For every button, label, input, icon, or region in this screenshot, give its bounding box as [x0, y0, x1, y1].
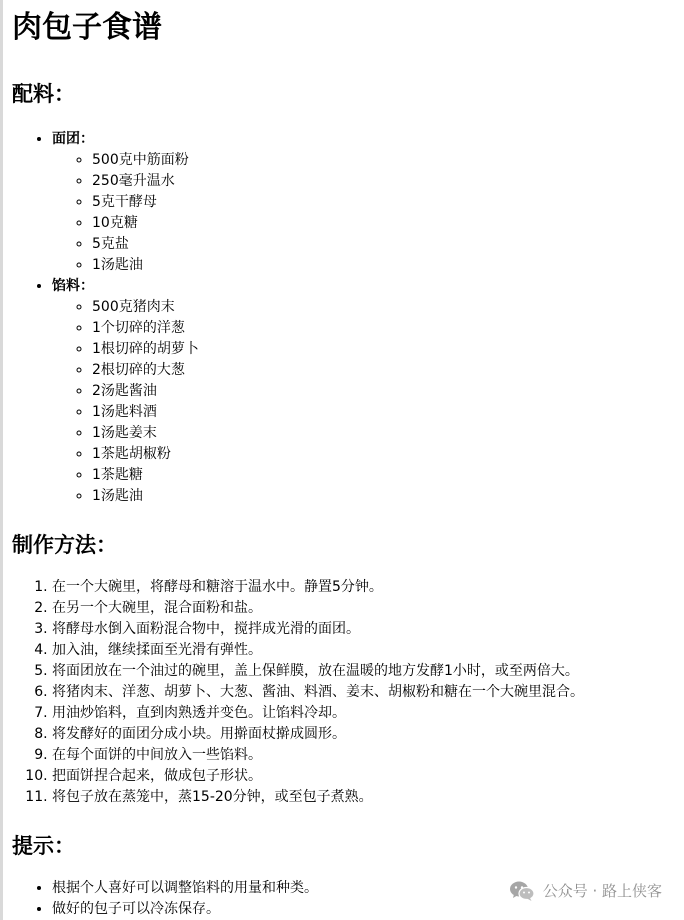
list-item: ◦ 1汤匙姜末	[92, 423, 672, 444]
list-item: ◦ 2根切碎的大葱	[92, 360, 672, 381]
tip-item: • 根据个人喜好可以调整馅料的用量和种类。	[52, 878, 672, 899]
watermark	[509, 880, 662, 902]
wechat-icon	[509, 880, 535, 902]
step-item: 4. 加入油，继续揉面至光滑有弹性。	[52, 640, 672, 661]
recipe-document	[12, 0, 672, 920]
list-item: ◦ 1汤匙油	[92, 486, 672, 507]
list-item: ◦ 500克中筋面粉	[92, 150, 672, 171]
step-item: 6. 将猪肉末、洋葱、胡萝卜、大葱、酱油、料酒、姜末、胡椒粉和糖在一个大碗里混合。	[52, 682, 672, 703]
list-item: ◦ 5克盐	[92, 234, 672, 255]
filling-group	[52, 276, 672, 507]
list-item: ◦ 1个切碎的洋葱	[92, 318, 672, 339]
step-item: 8. 将发酵好的面团分成小块。用擀面杖擀成圆形。	[52, 724, 672, 745]
method-steps	[12, 577, 672, 808]
list-item: ◦ 1根切碎的胡萝卜	[92, 339, 672, 360]
dough-group	[52, 129, 672, 276]
ingredients-list	[12, 129, 672, 507]
page-title: 肉包子食谱	[12, 10, 162, 45]
list-item: ◦ 1茶匙胡椒粉	[92, 444, 672, 465]
step-item: 7. 用油炒馅料，直到肉熟透并变色。让馅料冷却。	[52, 703, 672, 724]
watermark-text: 公众号 · 路上侠客	[542, 882, 662, 900]
step-item: 3. 将酵母水倒入面粉混合物中，搅拌成光滑的面团。	[52, 619, 672, 640]
step-item: 11. 将包子放在蒸笼中，蒸15-20分钟，或至包子煮熟。	[52, 787, 672, 808]
list-item: ◦ 1汤匙料酒	[92, 402, 672, 423]
list-item: ◦ 500克猪肉末	[92, 297, 672, 318]
list-item: ◦ 1茶匙糖	[92, 465, 672, 486]
step-item: 5. 将面团放在一个油过的碗里，盖上保鲜膜，放在温暖的地方发酵1小时，或至两倍大。	[52, 661, 672, 682]
list-item: ◦ 10克糖	[92, 213, 672, 234]
method-heading: 制作方法：	[12, 533, 117, 557]
filling-items	[52, 297, 672, 507]
step-item: 1. 在一个大碗里，将酵母和糖溶于温水中。静置5分钟。	[52, 577, 672, 598]
list-item: ◦ 5克干酵母	[92, 192, 672, 213]
dough-label: 面团：	[52, 131, 94, 147]
dough-items	[52, 150, 672, 276]
tips-heading: 提示：	[12, 834, 75, 858]
ingredients-heading: 配料：	[12, 82, 75, 106]
step-item: 10. 把面饼捏合起来，做成包子形状。	[52, 766, 672, 787]
list-item: ◦ 2汤匙酱油	[92, 381, 672, 402]
list-item: ◦ 1汤匙油	[92, 255, 672, 276]
list-item: ◦ 250毫升温水	[92, 171, 672, 192]
step-item: 2. 在另一个大碗里，混合面粉和盐。	[52, 598, 672, 619]
left-border	[0, 0, 3, 920]
tip-item: • 做好的包子可以冷冻保存。	[52, 899, 672, 920]
filling-label: 馅料：	[52, 278, 94, 294]
step-item: 9. 在每个面饼的中间放入一些馅料。	[52, 745, 672, 766]
